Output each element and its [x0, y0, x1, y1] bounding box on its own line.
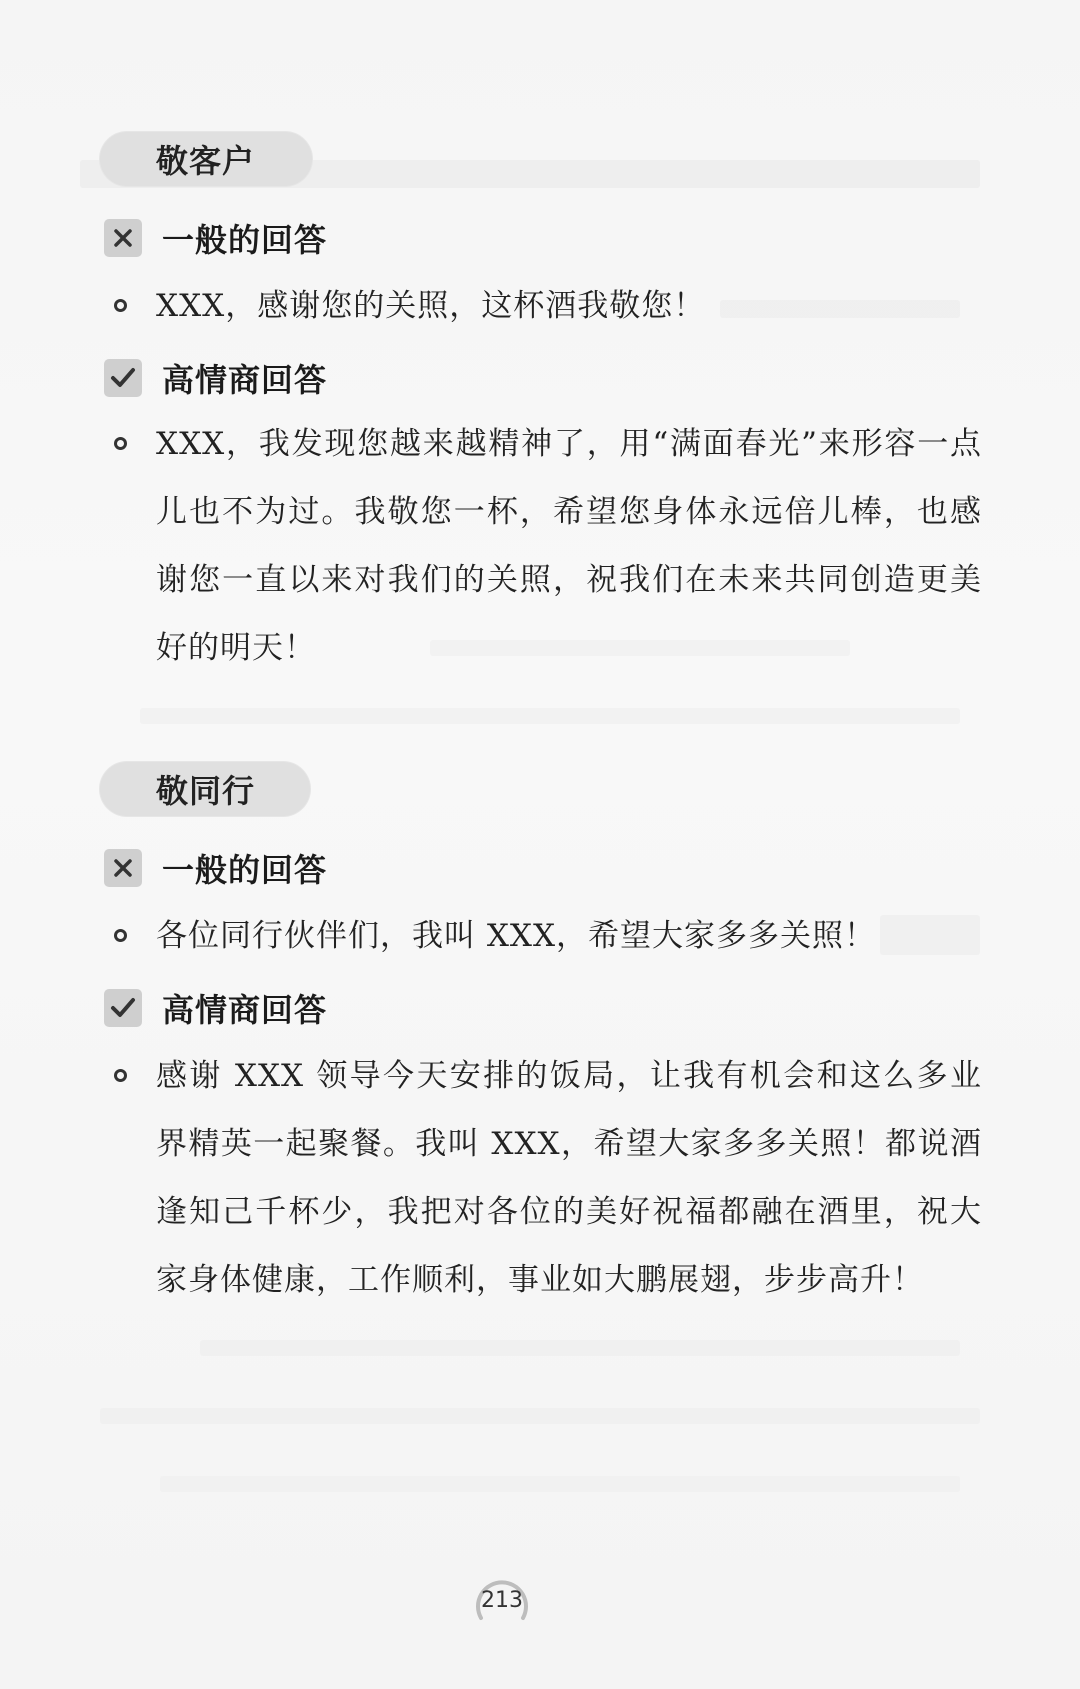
general-answer-label: 一般的回答	[162, 851, 328, 889]
bullet-icon	[114, 929, 127, 942]
section-header-peers	[100, 762, 310, 816]
eq-answer-text: 感谢 XXX 领导今天安排的饭局，让我有机会和这么多业界精英一起聚餐。我叫 XXX，希望大家多多关照！都说酒逢知己千杯少，我把对各位的美好祝福都融在酒里，祝大家身体健康，工作顺利，事业如大鹏展翅，步步高升！	[156, 1058, 982, 1298]
general-answer-text: XXX，感谢您的关照，这杯酒我敬您！	[156, 288, 706, 324]
section-header-clients	[100, 132, 312, 186]
page-number: 213	[481, 1588, 523, 1613]
cross-icon	[104, 849, 142, 887]
bleed-through	[100, 1408, 980, 1424]
eq-answer-label: 高情商回答	[162, 991, 328, 1029]
cross-icon	[104, 219, 142, 257]
bullet-icon	[114, 437, 127, 450]
general-answer-label: 一般的回答	[162, 221, 328, 259]
section-title: 敬客户	[156, 142, 256, 180]
bullet-icon	[114, 1069, 127, 1082]
eq-answer-text: XXX，我发现您越来越精神了，用“满面春光”来形容一点儿也不为过。我敬您一杯，希望您身体永远倍儿棒，也感谢您一直以来对我们的关照，祝我们在未来共同创造更美好的明天！	[156, 426, 982, 666]
section-title: 敬同行	[156, 772, 256, 810]
check-icon	[104, 989, 142, 1027]
eq-answer-heading	[104, 358, 327, 398]
bleed-through	[140, 708, 960, 724]
general-answer-heading	[104, 848, 327, 888]
general-answer-text: 各位同行伙伴们，我叫 XXX，希望大家多多关照！	[156, 918, 877, 954]
eq-answer-label: 高情商回答	[162, 361, 328, 399]
general-answer-heading	[104, 218, 327, 258]
bullet-icon	[114, 299, 127, 312]
check-icon	[104, 359, 142, 397]
bleed-through	[200, 1340, 960, 1356]
bleed-through	[160, 1476, 960, 1492]
eq-answer-heading	[104, 988, 327, 1028]
